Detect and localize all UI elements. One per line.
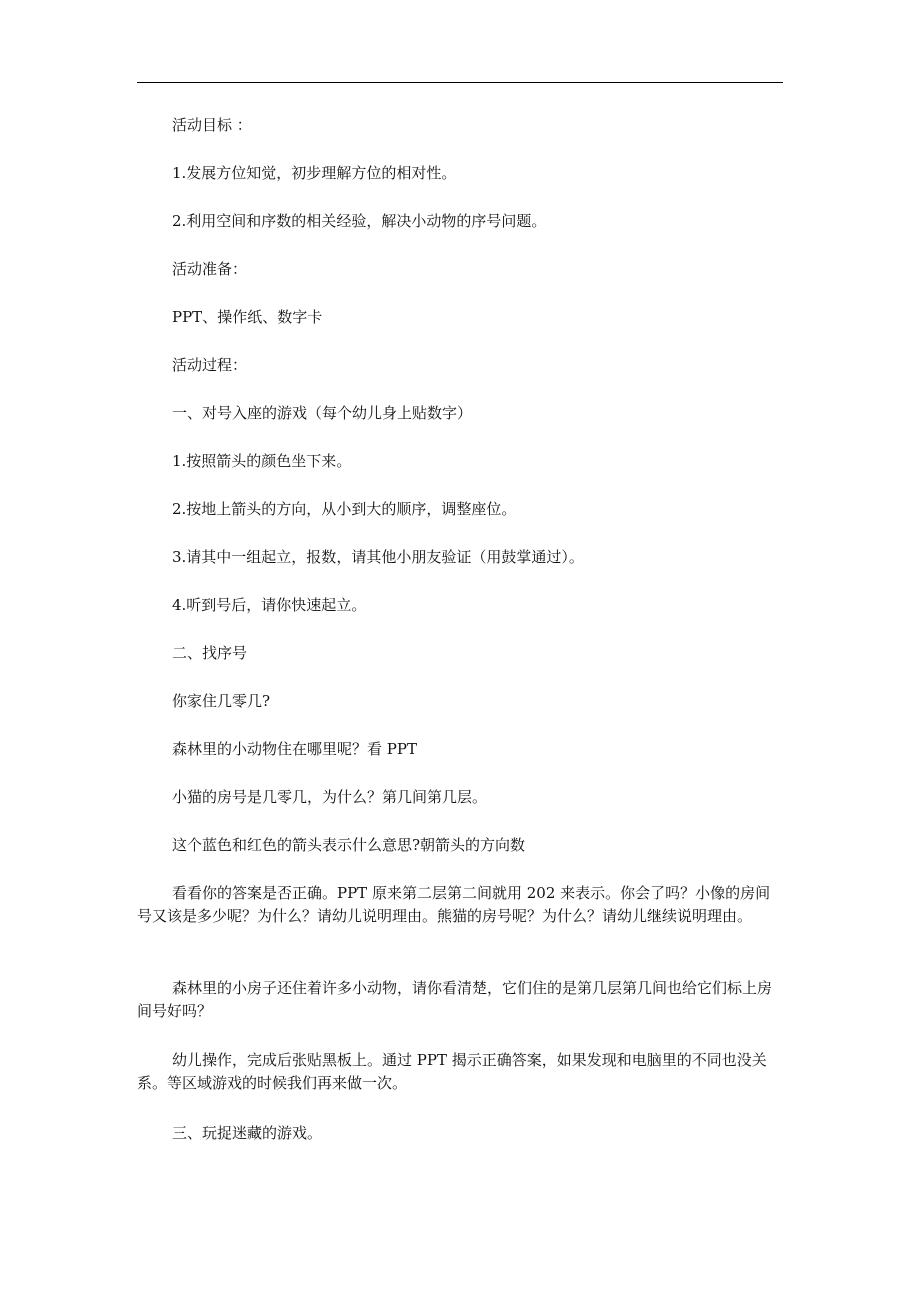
goal-item-1: 1.发展方位知觉，初步理解方位的相对性。 xyxy=(172,164,457,182)
goal-item-2: 2.利用空间和序数的相关经验，解决小动物的序号问题。 xyxy=(172,212,547,230)
heading-activity-preparation: 活动准备： xyxy=(172,260,248,278)
heading-activity-process: 活动过程： xyxy=(172,356,248,374)
preparation-materials: PPT、操作纸、数字卡 xyxy=(172,308,323,326)
section2-paragraph-answers: 看看你的答案是否正确。PPT 原来第二层第二间就用 202 来表示。你会了吗？小像的房间号又该是多少呢？为什么？请幼儿说明理由。熊猫的房号呢？为什么？请幼儿继续说明理由。 xyxy=(137,884,771,925)
section1-step-3: 3.请其中一组起立，报数，请其他小朋友验证（用鼓掌通过）。 xyxy=(172,548,584,566)
header-rule xyxy=(137,82,783,83)
section-heading-2: 二、找序号 xyxy=(172,644,248,662)
section2-question-1: 你家住几零几? xyxy=(172,692,271,710)
section1-step-1: 1.按照箭头的颜色坐下来。 xyxy=(172,452,352,470)
section2-paragraph-operation: 幼儿操作，完成后张贴黑板上。通过 PPT 揭示正确答案，如果发现和电脑里的不同也没关系。等区域游戏的时候我们再来做一次。 xyxy=(137,1051,767,1092)
section-heading-1: 一、对号入座的游戏（每个幼儿身上贴数字） xyxy=(172,404,473,422)
section1-step-2: 2.按地上箭头的方向，从小到大的顺序，调整座位。 xyxy=(172,500,517,518)
section2-question-3: 小猫的房号是几零几，为什么？第几间第几层。 xyxy=(172,788,488,806)
section2-question-4: 这个蓝色和红色的箭头表示什么意思?朝箭头的方向数 xyxy=(172,836,526,854)
section1-step-4: 4.听到号后，请你快速起立。 xyxy=(172,596,367,614)
heading-activity-goals: 活动目标 ： xyxy=(172,116,252,134)
section2-paragraph-forest: 森林里的小房子还住着许多小动物，请你看清楚，它们住的是第几层第几间也给它们标上房间号好吗？ xyxy=(137,979,773,1020)
section2-question-2: 森林里的小动物住在哪里呢？看 PPT xyxy=(172,740,417,758)
section-heading-3: 三、玩捉迷藏的游戏。 xyxy=(172,1124,323,1142)
